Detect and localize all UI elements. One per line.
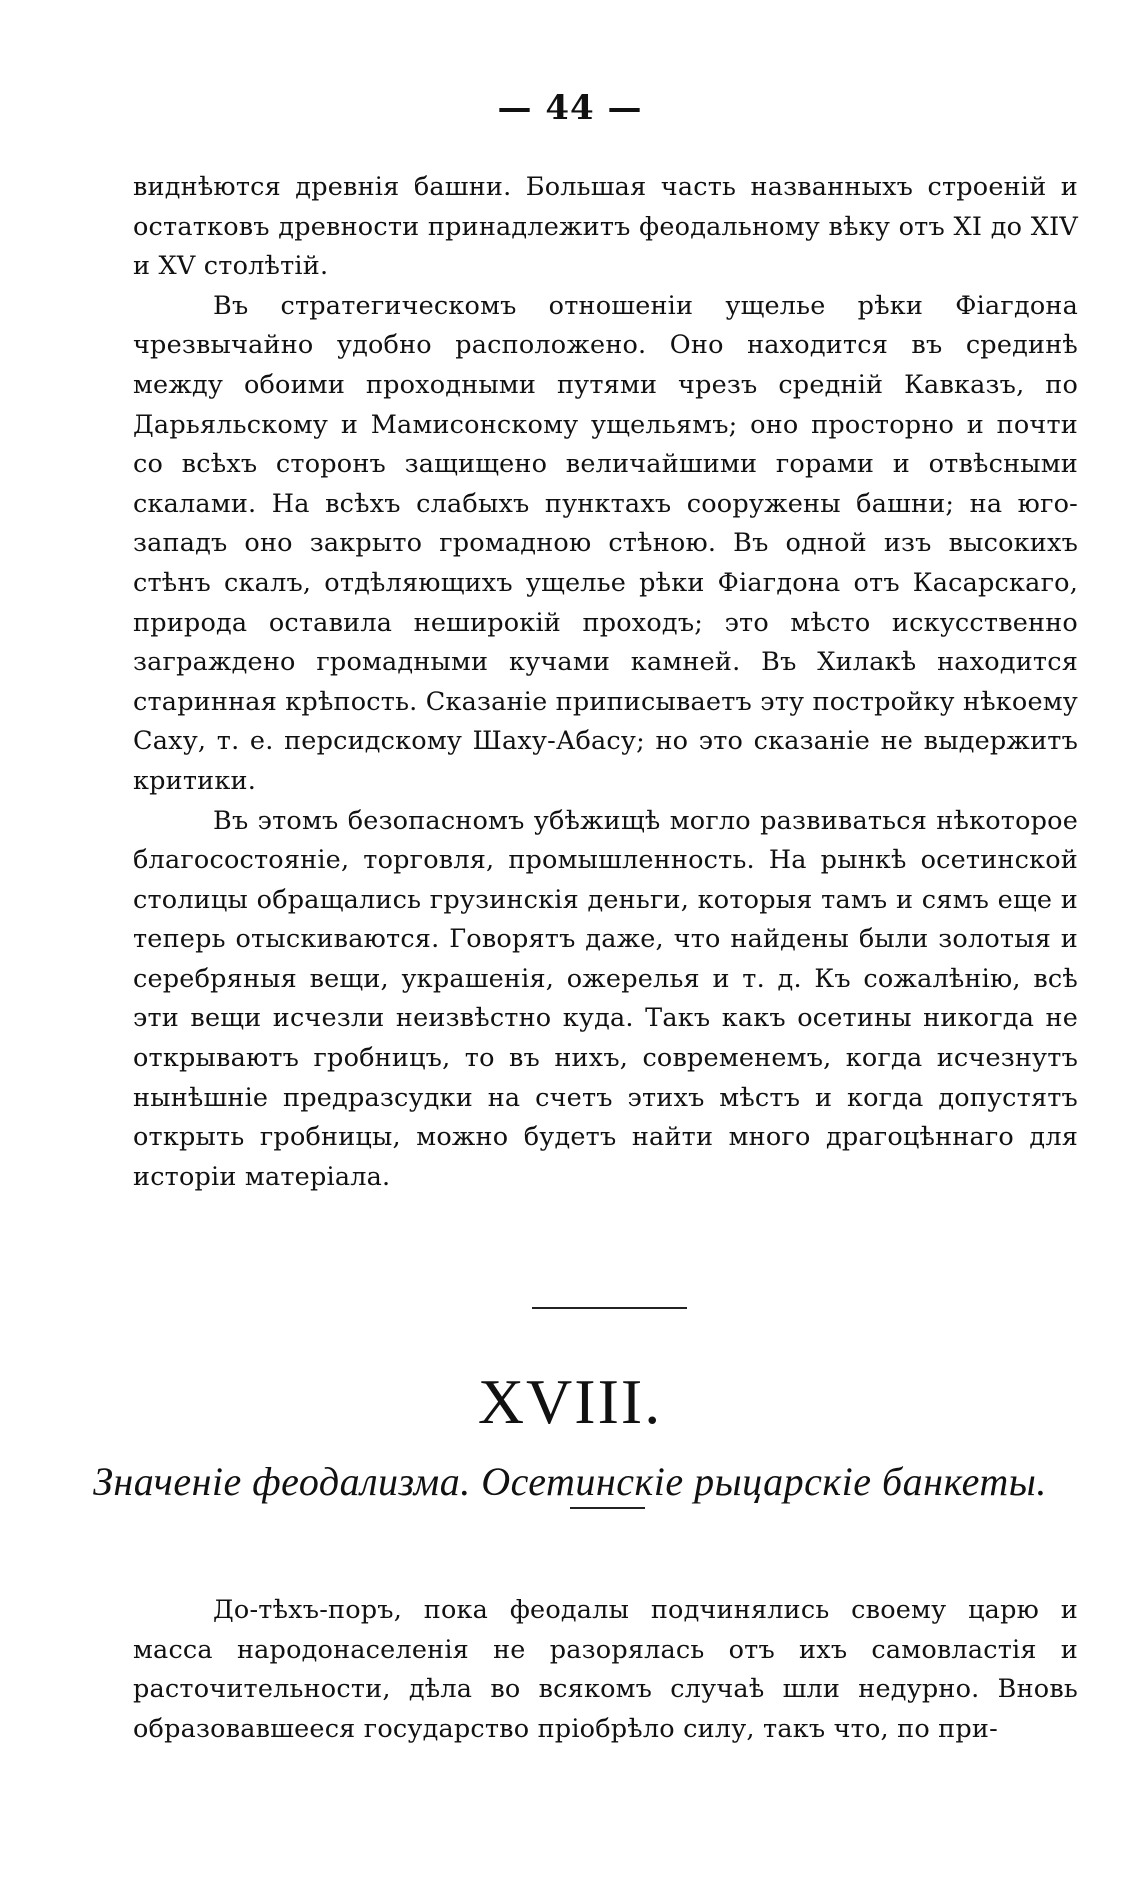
- title-divider: [570, 1507, 645, 1509]
- body-text: [133, 168, 1078, 1197]
- chapter-text: [133, 1591, 1078, 1749]
- paragraph-strategic-position: Въ стратегическомъ отношеніи ущелье рѣки Фіагдона чрезвычайно удобно расположено. Оно находится въ срединѣ между обоими проходными путями чрезъ средній Кавказъ, по Дарьяльскому и Мамисонскому ущельямъ; оно просторно и почти со всѣхъ сторонъ защищено величайшими горами и отвѣсными скалами. На всѣхъ слабыхъ пунктахъ сооружены башни; на юго-западъ оно закрыто громадною стѣною. Въ одной изъ высокихъ стѣнъ скалъ, отдѣляющихъ ущелье рѣки Фіагдона отъ Касарскаго, природа оставила неширокій проходъ; это мѣсто искусственно заграждено громадными кучами камней. Въ Хилакѣ находится старинная крѣпость. Сказаніе приписываетъ эту постройку нѣкоему Саху, т. е. персидскому Шаху-Абасу; но это сказаніе не выдержитъ критики.: [133, 290, 1078, 796]
- chapter-number: XVIII.: [477, 1366, 663, 1437]
- paragraph-prosperity: Въ этомъ безопасномъ убѣжищѣ могло развиваться нѣкоторое благосостояніе, торговля, промышленность. На рынкѣ осетинской столицы обращались грузинскія деньги, которыя тамъ и сямъ еще и теперь отыскиваются. Говорятъ даже, что найдены были золотыя и серебряныя вещи, украшенія, ожерелья и т. д. Къ сожалѣнію, всѣ эти вещи исчезли неизвѣстно куда. Такъ какъ осетины никогда не открываютъ гробницъ, то въ нихъ, современемъ, когда исчезнутъ нынѣшніе предразсудки на счетъ этихъ мѣстъ и когда допустятъ открыть гробницы, можно будетъ найти много драгоцѣннаго для исторіи матеріала.: [133, 805, 1078, 1192]
- section-divider: [532, 1307, 687, 1309]
- chapter-title: Значеніе феодализма. Осетинскіе рыцарскіе банкеты.: [93, 1459, 1047, 1504]
- page-number: — 44 —: [497, 88, 643, 128]
- paragraph-continuation: виднѣются древнія башни. Большая часть названныхъ строеній и остатковъ древности принадлежитъ феодальному вѣку отъ XI до XIV и XV столѣтій.: [133, 172, 1078, 282]
- paragraph-feudal-lords: До-тѣхъ-поръ, пока феодалы подчинялись своему царю и масса народонаселенія не разорялась отъ ихъ самовластія и расточительности, дѣла во всякомъ случаѣ шли недурно. Вновь образовавшееся государство пріобрѣло силу, такъ что, по при-: [133, 1595, 1078, 1744]
